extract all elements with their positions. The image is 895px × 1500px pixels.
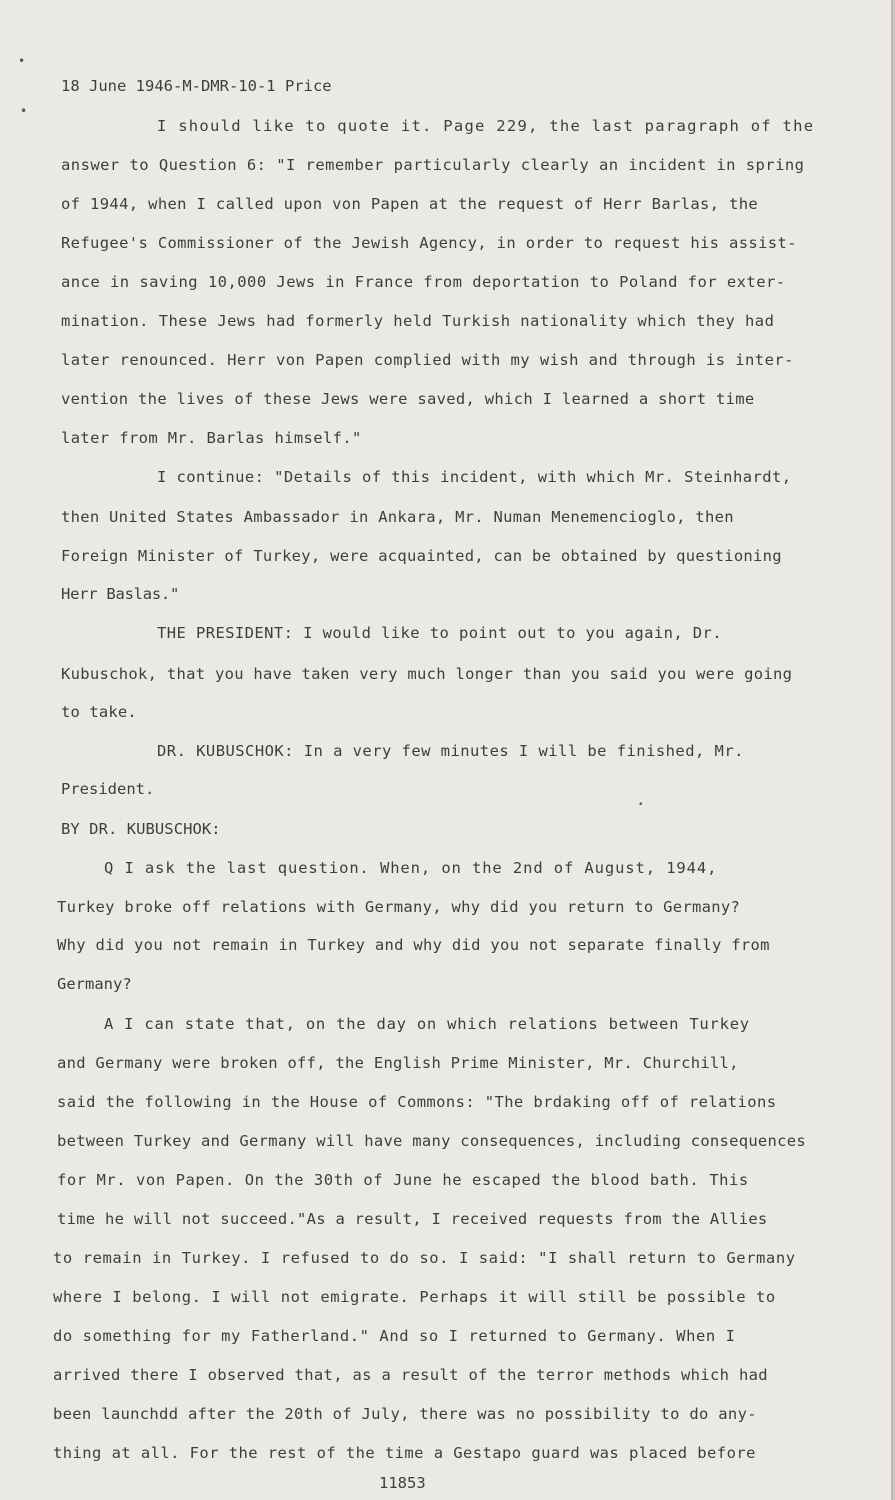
transcript-line: Foreign Minister of Turkey, were acquainted, can be obtained by questioning bbox=[61, 547, 782, 565]
transcript-line: Why did you not remain in Turkey and why did you not separate finally from bbox=[57, 936, 770, 954]
transcript-line: arrived there I observed that, as a result of the terror methods which had bbox=[53, 1366, 768, 1384]
transcript-line: thing at all. For the rest of the time a Gestapo guard was placed before bbox=[53, 1444, 756, 1462]
transcript-line: THE PRESIDENT: I would like to point out to you again, Dr. bbox=[157, 624, 723, 642]
transcript-line: later renounced. Herr von Papen complied with my wish and through is inter- bbox=[61, 351, 794, 369]
page-header: 18 June 1946-M-DMR-10-1 Price bbox=[61, 77, 332, 95]
transcript-line: of 1944, when I called upon von Papen at the request of Herr Barlas, the bbox=[61, 195, 759, 213]
transcript-line: vention the lives of these Jews were saved, which I learned a short time bbox=[61, 390, 755, 408]
transcript-line: ance in saving 10,000 Jews in France from deportation to Poland for exter- bbox=[61, 273, 786, 291]
transcript-line: answer to Question 6: "I remember particularly clearly an incident in spring bbox=[61, 156, 805, 174]
transcript-line: Refugee's Commissioner of the Jewish Agency, in order to request his assist- bbox=[61, 234, 797, 252]
transcript-line: between Turkey and Germany will have many consequences, including consequences bbox=[57, 1132, 806, 1150]
page-number: 11853 bbox=[379, 1474, 426, 1492]
margin-mark-icon: • bbox=[638, 800, 644, 810]
transcript-line: time he will not succeed."As a result, I received requests from the Allies bbox=[57, 1210, 768, 1228]
transcript-line: I should like to quote it. Page 229, the last paragraph of the bbox=[157, 117, 815, 135]
transcript-line: Herr Baslas." bbox=[61, 585, 180, 603]
transcript-line: DR. KUBUSCHOK: In a very few minutes I will be finished, Mr. bbox=[157, 742, 744, 760]
transcript-line: do something for my Fatherland." And so I returned to Germany. When I bbox=[53, 1327, 736, 1345]
transcript-line: to take. bbox=[61, 703, 137, 721]
transcript-line: A I can state that, on the day on which relations between Turkey bbox=[104, 1015, 750, 1033]
transcript-line: I continue: "Details of this incident, with which Mr. Steinhardt, bbox=[157, 468, 792, 486]
margin-mark-icon: • bbox=[18, 54, 26, 68]
transcript-line: mination. These Jews had formerly held Turkish nationality which they had bbox=[61, 312, 775, 330]
transcript-line: to remain in Turkey. I refused to do so. I said: "I shall return to Germany bbox=[53, 1249, 796, 1267]
transcript-line: where I belong. I will not emigrate. Perhaps it will still be possible to bbox=[53, 1288, 776, 1306]
transcript-line: later from Mr. Barlas himself." bbox=[61, 429, 362, 447]
transcript-line: Germany? bbox=[57, 975, 132, 993]
transcript-line: Q I ask the last question. When, on the 2nd of August, 1944, bbox=[104, 859, 718, 877]
margin-mark-icon: • bbox=[20, 104, 28, 118]
transcript-line: Turkey broke off relations with Germany, why did you return to Germany? bbox=[57, 898, 741, 916]
transcript-line: and Germany were broken off, the English Prime Minister, Mr. Churchill, bbox=[57, 1054, 739, 1072]
transcript-line: said the following in the House of Commons: "The brdaking off of relations bbox=[57, 1093, 777, 1111]
transcript-line: President. bbox=[61, 780, 155, 798]
transcript-line: been launchdd after the 20th of July, there was no possibility to do any- bbox=[53, 1405, 757, 1423]
transcript-line: then United States Ambassador in Ankara, Mr. Numan Menemencioglo, then bbox=[61, 508, 734, 526]
transcript-line: Kubuschok, that you have taken very much longer than you said you were going bbox=[61, 665, 793, 683]
transcript-line: BY DR. KUBUSCHOK: bbox=[61, 820, 221, 838]
transcript-line: for Mr. von Papen. On the 30th of June he escaped the blood bath. This bbox=[57, 1171, 749, 1189]
